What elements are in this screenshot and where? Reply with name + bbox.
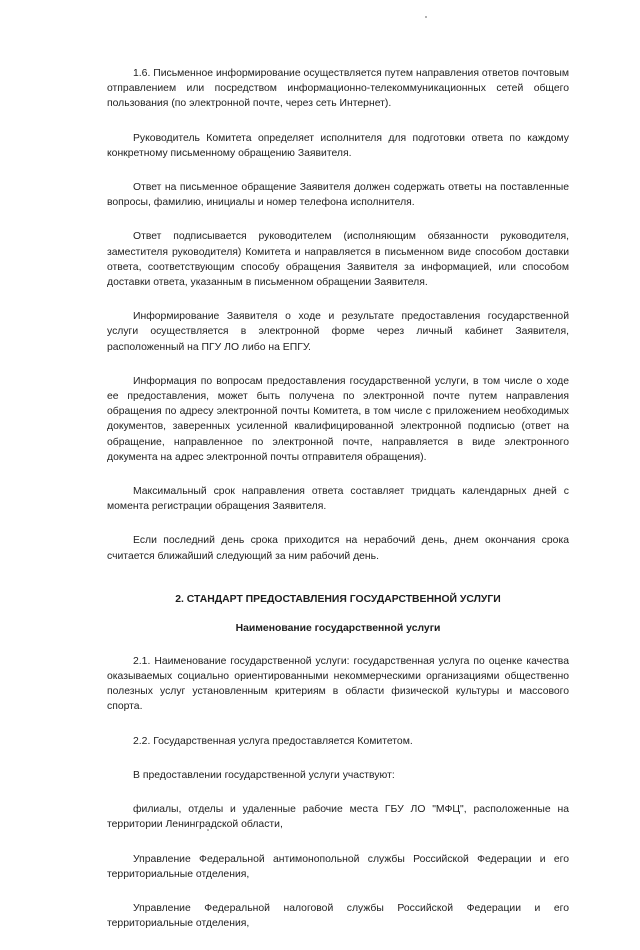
paragraph-nonworking-day: Если последний день срока приходится на нерабочий день, днем окончания срока считается ближайший следующий за ним рабочий день. (107, 535, 569, 562)
paragraph-1-6: 1.6. Письменное информирование осуществляется путем направления ответов почтовым отправлением или посредством информационно-телекоммуникационных сетей общего пользования (по электронной почте, через сеть Интернет). (107, 68, 569, 110)
paragraph-mfc: филиалы, отделы и удаленные рабочие места ГБУ ЛО "МФЦ", расположенные на территории Ленинградской области, (107, 804, 569, 831)
paragraph-fas: Управление Федеральной антимонопольной службы Российской Федерации и его территориальные отделения, (107, 853, 569, 880)
paragraph-2-1: 2.1. Наименование государственной услуги: государственная услуга по оценке качества оказываемых социально ориентированными некоммерческими организациями общественно полезных услуг установленным критериям в области физической культуры и массового спорта. (107, 655, 569, 713)
section-heading: 2. СТАНДАРТ ПРЕДОСТАВЛЕНИЯ ГОСУДАРСТВЕННОЙ УСЛУГИ (175, 593, 501, 605)
document-body (107, 66, 569, 950)
paragraph-email-information: Информация по вопросам предоставления государственной услуги, в том числе о ходе ее предоставления, может быть получена по электронной почте путем направления обращения по адресу электронной почты Комитета, в том числе с приложением необходимых документов, заверенных усиленной квалифицированной электронной подписью (ответ на обращение, направленное по электронной почте, направляется в виде электронного документа на адрес электронной почты отправителя обращения). (107, 375, 569, 463)
paragraph-executor: Руководитель Комитета определяет исполнителя для подготовки ответа по каждому конкретному письменному обращению Заявителя. (107, 132, 569, 159)
paragraph-fns: Управление Федеральной налоговой службы Российской Федерации и его территориальные отделения, (107, 902, 569, 930)
paragraph-electronic-informing: Информирование Заявителя о ходе и результате предоставления государственной услуги осуществляется в электронной форме через личный кабинет Заявителя, расположенный на ПГУ ЛО либо на ЕПГУ. (107, 311, 569, 353)
paragraph-answer-content: Ответ на письменное обращение Заявителя должен содержать ответы на поставленные вопросы, фамилию, инициалы и номер телефона исполнителя. (107, 182, 569, 209)
paragraph-max-term: Максимальный срок направления ответа составляет тридцать календарных дней с момента регистрации обращения Заявителя. (107, 486, 569, 513)
paragraph-participants: В предоставлении государственной услуги участвуют: (133, 769, 395, 781)
scan-speck (425, 16, 427, 18)
paragraph-2-2: 2.2. Государственная услуга предоставляется Комитетом. (133, 735, 413, 747)
subsection-heading: Наименование государственной услуги (235, 622, 441, 634)
paragraph-answer-signing: Ответ подписывается руководителем (исполняющим обязанности руководителя, заместителя руководителя) Комитета и направляется в письменном виде способом доставки ответа, соответствующим способу обращения Заявителя за информацией, или способом доставки ответа, указанным в письменном обращении Заявителя. (107, 231, 569, 289)
